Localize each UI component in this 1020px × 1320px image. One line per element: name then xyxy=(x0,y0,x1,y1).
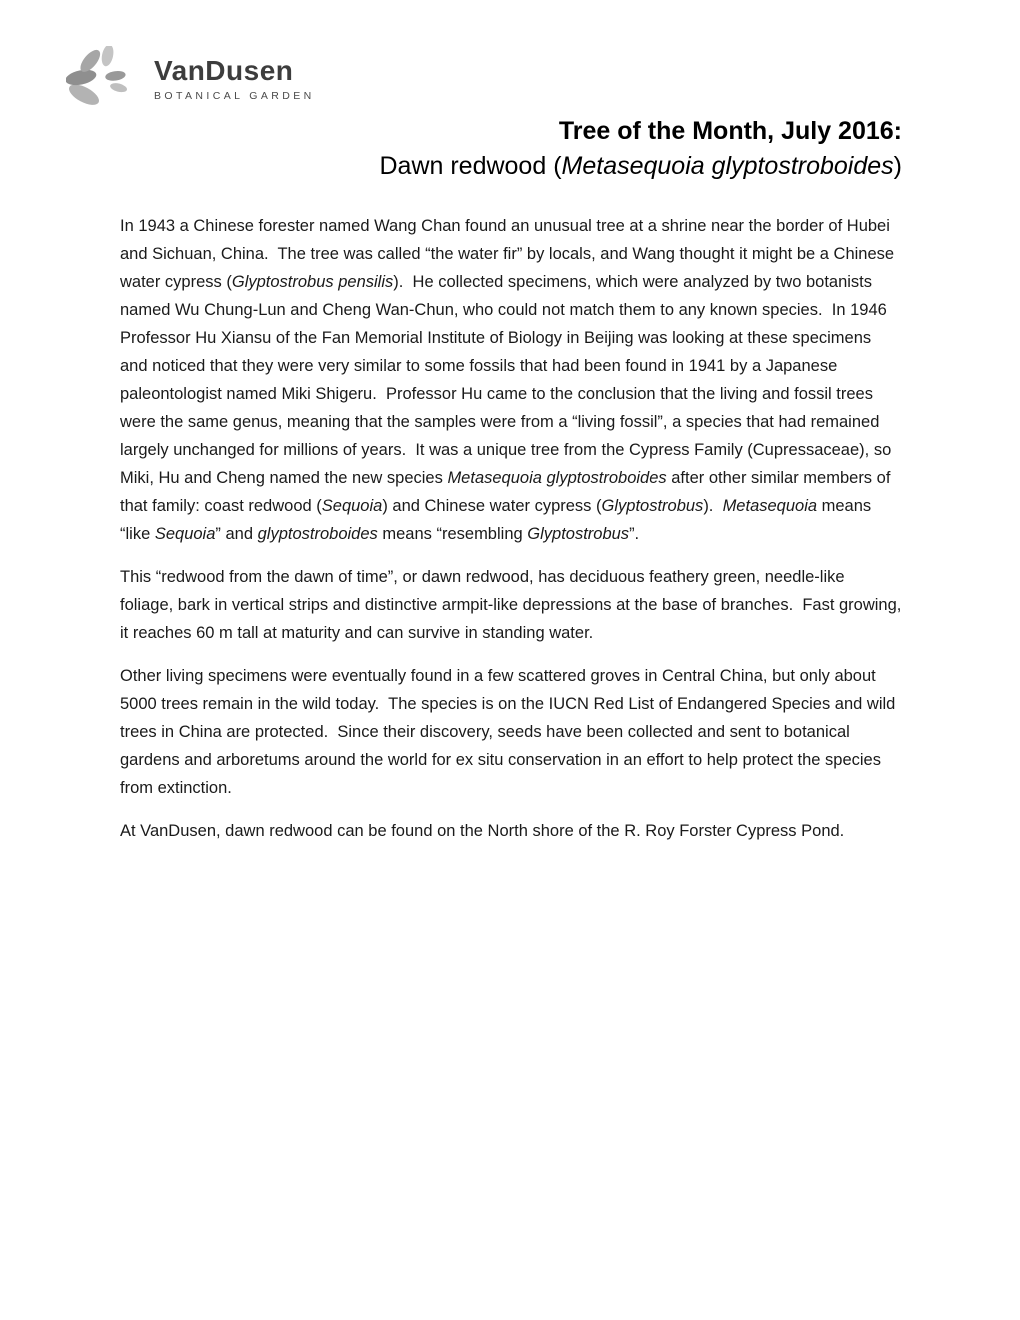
text-segment: This “redwood from the dawn of time”, or dawn redwood, has deciduous feathery green, needle-like foliage, bark in vertical strips and distinctive armpit-like depressions at the base of branches. Fast growing, it reaches 60 m tall at maturity and can survive in standing water. xyxy=(120,568,906,642)
logo-name: VanDusen xyxy=(154,55,294,87)
page-title: Tree of the Month, July 2016: xyxy=(558,117,902,145)
page-subtitle xyxy=(120,149,902,184)
document-body xyxy=(120,212,906,860)
text-segment: ). He collected specimens, which were analyzed by two botanists named Wu Chung-Lun and Cheng Wan-Chun, who could not match them to any known species. In 1946 Professor Hu Xiansu of the Fan Memorial Institute of Biology in Beijing was looking at these specimens and noticed that they were very similar to some fossils that had been found in 1941 by a Japanese paleontologist named Miki Shigeru. Professor Hu came to the conclusion that the living and fossil trees were the same genus, meaning that the samples were from a “living fossil”, a species that had remained largely unchanged for millions of years. It was a unique tree from the Cypress Family (Cupressaceae), so Miki, Hu and Cheng named the new species xyxy=(120,273,896,487)
text-segment: ) xyxy=(893,152,902,180)
text-segment: Other living specimens were eventually found in a few scattered groves in Central China, but only about 5000 trees remain in the wild today. The species is on the IUCN Red List of Endangered Species and wild trees in China are protected. Since their discovery, seeds have been collected and sent to botanical gardens and arboretums around the world for ex situ conservation in an effort to help protect the species from extinction. xyxy=(120,667,900,797)
logo-subtitle: BOTANICAL GARDEN xyxy=(154,89,315,102)
text-segment: At VanDusen, dawn redwood can be found on the North shore of the R. Roy Forster Cypress Pond. xyxy=(120,822,845,840)
text-segment: means “resembling xyxy=(377,525,528,543)
species-name-italic: Metasequoia xyxy=(722,497,818,515)
paragraph xyxy=(120,662,902,802)
text-segment: In 1943 a Chinese forester named Wang Chan found an unusual tree at a shrine near the border of Hubei and Sichuan, China. The tree was called “the water fir” by locals, and Wang thought it might be a Chinese water cypress ( xyxy=(120,217,899,291)
species-name-italic: Sequoia xyxy=(154,525,216,543)
vandusen-logo xyxy=(66,46,315,112)
text-segment: ” and xyxy=(215,525,258,543)
text-segment: after other similar members of that family: coast redwood ( xyxy=(120,469,895,515)
species-name-italic: Metasequoia glyptostroboides xyxy=(447,469,667,487)
species-name-italic: glyptostroboides xyxy=(257,525,378,543)
document-header xyxy=(120,114,902,184)
text-segment: Dawn redwood ( xyxy=(379,152,562,180)
paragraph xyxy=(120,212,902,548)
paragraph xyxy=(120,563,906,647)
text-segment: ) and Chinese water cypress ( xyxy=(382,497,602,515)
species-name-italic: Metasequoia glyptostroboides xyxy=(561,152,894,180)
species-name-italic: Glyptostrobus pensilis xyxy=(231,273,394,291)
species-name-italic: Glyptostrobus xyxy=(601,497,704,515)
paragraph xyxy=(120,817,902,845)
species-name-italic: Glyptostrobus xyxy=(527,525,630,543)
text-segment: means “like xyxy=(120,497,876,543)
leaf-cluster-icon xyxy=(66,46,146,112)
species-name-italic: Sequoia xyxy=(321,497,383,515)
text-segment: ). xyxy=(703,497,723,515)
logo-text xyxy=(154,56,315,102)
text-segment: ”. xyxy=(629,525,640,543)
